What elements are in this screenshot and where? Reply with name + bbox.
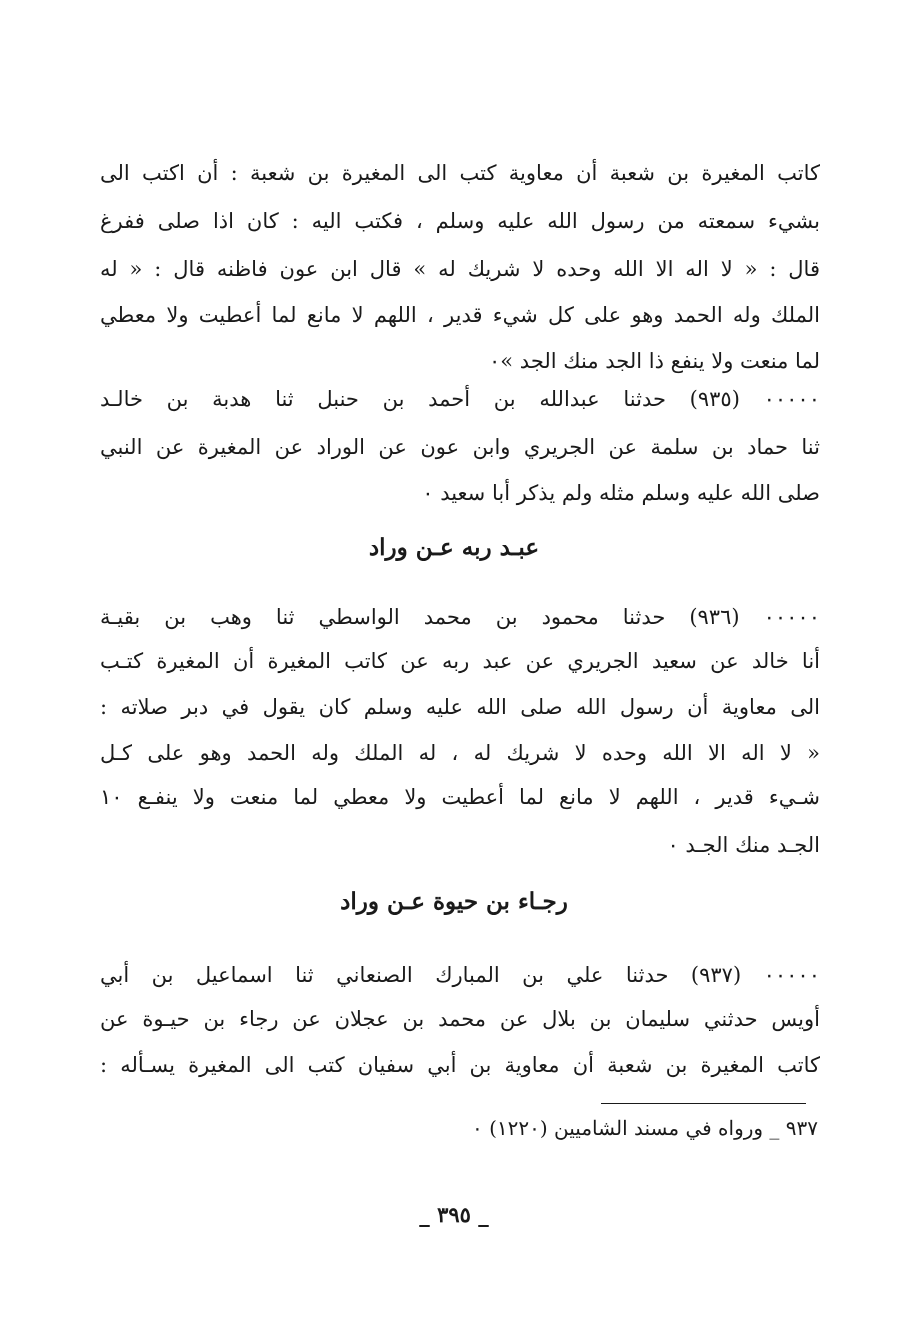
text-line: بشيء سمعته من رسول الله عليه وسلم ، فكتب اليه : كان اذا صلى ففرغ xyxy=(100,209,820,233)
section-heading: رجـاء بن حيوة عـن وراد xyxy=(340,888,568,915)
text-line: كاتب المغيرة بن شعبة أن معاوية كتب الى المغيرة بن شعبة : أن اكتب الى xyxy=(100,161,820,185)
footnote-divider xyxy=(601,1103,806,1104)
text-line: كاتب المغيرة بن شعبة أن معاوية بن أبي سفيان كتب الى المغيرة يسـأله : xyxy=(100,1053,820,1077)
text-line: ثنا حماد بن سلمة عن الجريري وابن عون عن الوراد عن المغيرة عن النبي xyxy=(100,435,820,459)
text-line: ٠٠٠٠٠ (٩٣٦) حدثنا محمود بن محمد الواسطي ثنا وهب بن بقيـة xyxy=(100,605,820,629)
text-line: الملك وله الحمد وهو على كل شيء قدير ، اللهم لا مانع لما أعطيت ولا معطي xyxy=(100,303,820,327)
text-line: الى معاوية أن رسول الله صلى الله عليه وسلم كان يقول في دبر صلاته : xyxy=(100,695,820,719)
section-heading: عبـد ربه عـن وراد xyxy=(368,534,540,561)
text-line: « لا اله الا الله وحده لا شريك له ، له الملك وله الحمد وهو على كـل xyxy=(100,741,820,765)
text-line: قال : « لا اله الا الله وحده لا شريك له » قال ابن عون فاظنه قال : « له xyxy=(100,257,820,281)
text-line: الجـد منك الجـد ٠ xyxy=(667,833,820,857)
text-line: أويس حدثني سليمان بن بلال عن محمد بن عجلان عن رجاء بن حيـوة عن xyxy=(100,1007,820,1031)
text-line: صلى الله عليه وسلم مثله ولم يذكر أبا سعيد ٠ xyxy=(422,481,820,505)
footnote: ٩٣٧ _ ورواه في مسند الشاميين (١٢٢٠) ٠ xyxy=(472,1116,818,1140)
text-line: أنا خالد عن سعيد الجريري عن عبد ربه عن كاتب المغيرة أن المغيرة كتـب xyxy=(100,649,820,673)
text-line: ٠٠٠٠٠ (٩٣٧) حدثنا علي بن المبارك الصنعاني ثنا اسماعيل بن أبي xyxy=(100,963,820,987)
text-line: ٠٠٠٠٠ (٩٣٥) حدثنا عبدالله بن أحمد بن حنبل ثنا هدبة بن خالـد xyxy=(100,387,820,411)
text-line: شـيء قدير ، اللهم لا مانع لما أعطيت ولا معطي لما منعت ولا ينفـع ١٠ xyxy=(100,785,820,809)
text-line: لما منعت ولا ينفع ذا الجد منك الجد »٠ xyxy=(489,349,820,373)
page-number: _ ٣٩٥ _ xyxy=(419,1202,489,1227)
